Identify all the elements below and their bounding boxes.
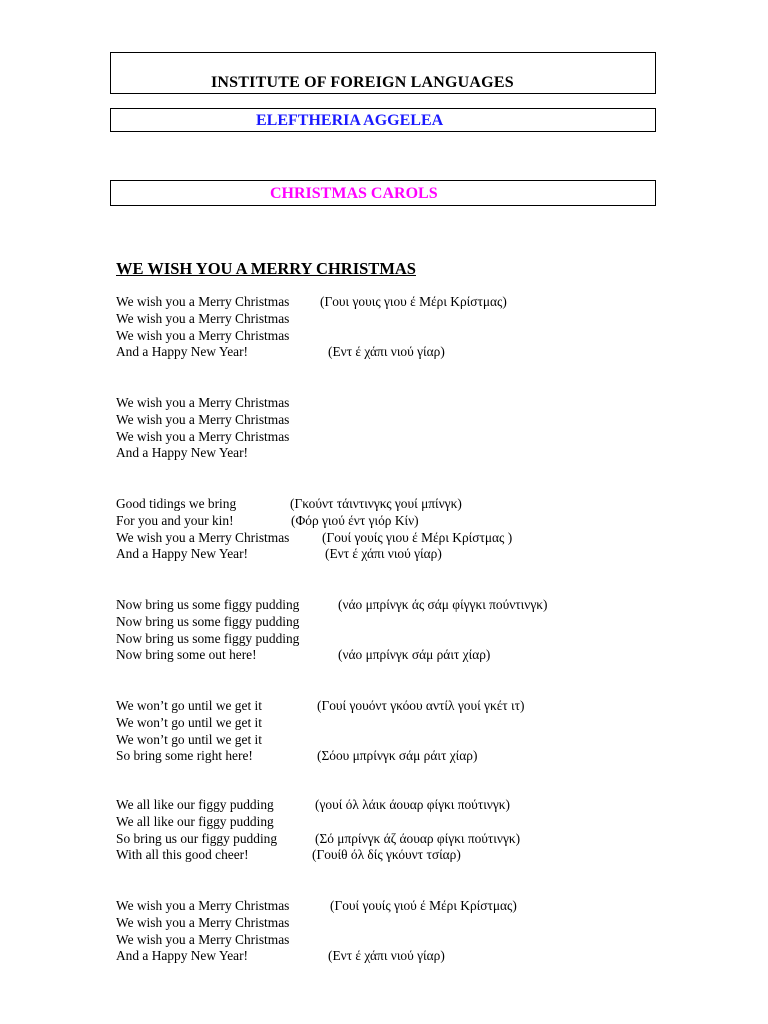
english-lyric: For you and your kin! [116,512,234,528]
english-lyric: We won’t go until we get it [116,698,262,713]
greek-pronunciation: (Εντ έ χάπι νιού γίαρ) [325,546,442,562]
english-lyric: We won’t go until we get it [116,714,262,730]
greek-pronunciation: (Εντ έ χάπι νιού γίαρ) [328,948,445,964]
greek-pronunciation: (γουί όλ λάικ άουαρ φίγκι πούτινγκ) [315,797,510,812]
english-lyric: We wish you a Merry Christmas [116,529,290,545]
greek-pronunciation: (Γουίθ όλ δίς γκόυντ τσίαρ) [312,847,461,863]
english-lyric: Now bring us some figgy pudding [116,613,300,629]
greek-pronunciation: (νάο μπρίνγκ άς σάμ φίγγκι πούντινγκ) [338,597,548,612]
english-lyric: We wish you a Merry Christmas [116,411,290,427]
greek-pronunciation: (Γουι γουις γιου έ Μέρι Κρίστμας) [320,294,507,309]
greek-pronunciation: (Εντ έ χάπι νιού γίαρ) [328,344,445,360]
section-box [110,180,656,206]
english-lyric: So bring us our figgy pudding [116,830,278,846]
english-lyric: We wish you a Merry Christmas [116,395,290,410]
english-lyric: Good tidings we bring [116,496,237,511]
english-lyric: With all this good cheer! [116,847,249,863]
english-lyric: We wish you a Merry Christmas [116,327,290,343]
institute-title: INSTITUTE OF FOREIGN LANGUAGES [211,74,514,91]
english-lyric: And a Happy New Year! [116,344,249,360]
greek-pronunciation: (Σό μπρίνγκ άζ άουαρ φίγκι πούτινγκ) [315,830,521,846]
english-lyric: We wish you a Merry Christmas [116,294,290,309]
greek-pronunciation: (Γουί γουίς γιού έ Μέρι Κρίστμας) [330,898,517,913]
teacher-name: ELEFTHERIA AGGELEA [256,112,444,129]
english-lyric: And a Happy New Year! [116,546,249,562]
english-lyric: Now bring us some figgy pudding [116,597,300,612]
english-lyric: We all like our figgy pudding [116,797,274,812]
english-lyric: We won’t go until we get it [116,731,262,747]
english-lyric: And a Happy New Year! [116,948,249,964]
teacher-box [110,108,656,132]
english-lyric: We wish you a Merry Christmas [116,428,290,444]
greek-pronunciation: (Γκούντ τάιντινγκς γουί μπίνγκ) [290,496,462,511]
greek-pronunciation: (Σόου μπρίνγκ σάμ ράιτ χίαρ) [317,748,478,764]
greek-pronunciation: (Γουί γουίς γιου έ Μέρι Κρίστμας ) [322,529,513,545]
english-lyric: Now bring some out here! [116,647,257,663]
english-lyric: We wish you a Merry Christmas [116,914,290,930]
english-lyric: And a Happy New Year! [116,445,249,461]
english-lyric: We wish you a Merry Christmas [116,310,290,326]
english-lyric: We wish you a Merry Christmas [116,931,290,947]
song-title: WE WISH YOU A MERRY CHRISTMAS [116,259,416,278]
greek-pronunciation: (Φόρ γιού έντ γιόρ Κίν) [291,512,419,528]
section-title: CHRISTMAS CAROLS [270,185,438,202]
institute-box [110,52,656,94]
english-lyric: So bring some right here! [116,748,253,764]
greek-pronunciation: (Γουί γουόντ γκόου αντίλ γουί γκέτ ιτ) [317,698,525,713]
english-lyric: We wish you a Merry Christmas [116,898,290,913]
greek-pronunciation: (νάο μπρίνγκ σάμ ράιτ χίαρ) [338,647,491,663]
english-lyric: We all like our figgy pudding [116,813,274,829]
english-lyric: Now bring us some figgy pudding [116,630,300,646]
